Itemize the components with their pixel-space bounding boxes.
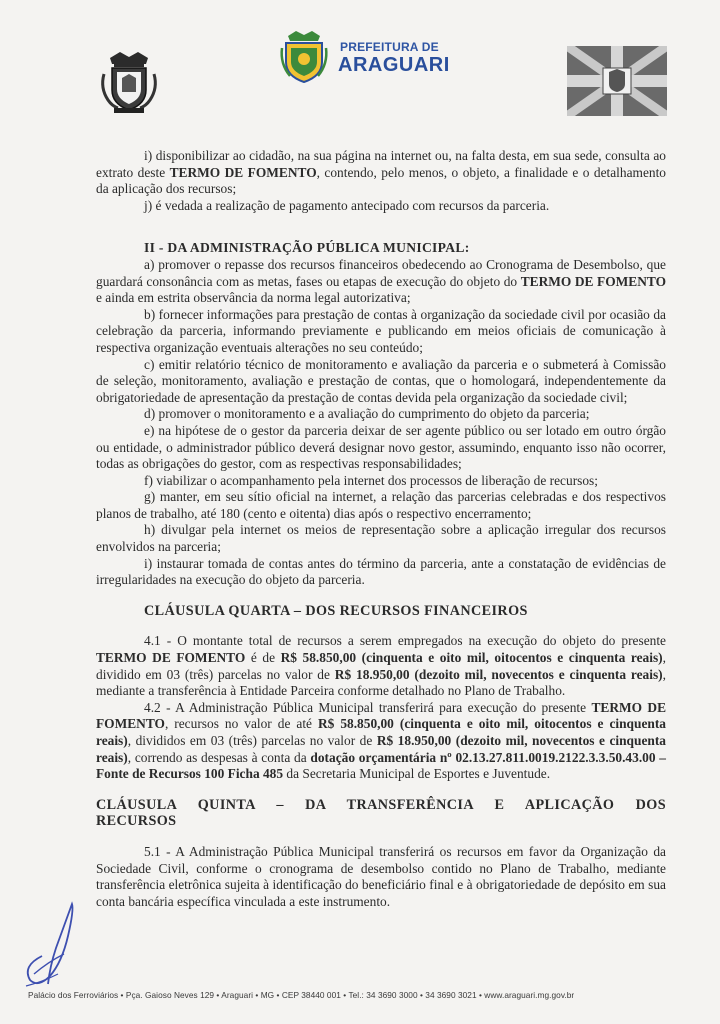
clause-quinta-heading: CLÁUSULA QUINTA – DA TRANSFERÊNCIA E APLICAÇÃO DOS RECURSOS (96, 796, 666, 830)
paragraph-item-j: j) é vedada a realização de pagamento antecipado com recursos da parceria. (144, 197, 550, 213)
handwritten-initials-signature (12, 896, 82, 992)
paragraph-5-1: 5.1 - A Administração Pública Municipal transferirá os recursos em favor da Organização da Sociedade Civil, conforme o cronograma de desembolso contido no Plano de Trabalho, mediante transferência eletrônica sujeita à identificação do beneficiário final e à obrigatoriedade de depósito em sua conta bancária específica vinculada a este instrumento. (96, 843, 666, 909)
prefeitura-logo (278, 28, 448, 88)
paragraph-ii-b: b) fornecer informações para prestação de contas à organização da sociedade civil por ocasião da celebração da parceria, informando previamente e publicando em meios oficiais de comunicação à respectiva organização eventuais alterações no seu conteúdo; (96, 306, 666, 355)
footer-address: Palácio dos Ferroviários • Pça. Gaioso Neves 129 • Araguari • MG • CEP 38440 001 • Tel.: 34 3690 3000 • 34 3690 3021 • www.araguari.mg.gov.br (28, 990, 575, 1000)
paragraph-ii-d: d) promover o monitoramento e a avaliação do cumprimento do objeto da parceria; (144, 406, 590, 422)
paragraph-item-i: i) disponibilizar ao cidadão, na sua página na internet ou, na falta desta, em sua sede, consulta ao extrato deste TERMO DE FOMENTO, contendo, pelo menos, o objeto, a finalidade e o detalhamento da aplicação dos recursos; (96, 148, 666, 197)
paragraph-ii-i: i) instaurar tomada de contas antes do término da parceria, ante a constatação de evidências de irregularidades na execução do objeto da parceria. (96, 555, 666, 588)
municipal-flag-icon (567, 46, 667, 116)
clause-quarta-heading: CLÁUSULA QUARTA – DOS RECURSOS FINANCEIROS (144, 602, 528, 619)
paragraph-ii-a: a) promover o repasse dos recursos financeiros obedecendo ao Cronograma de Desembolso, que guardará consonância com as metas, fases ou etapas de execução do objeto do TERMO DE FOMENTO e ainda em estrita observância da norma legal autorizativa; (96, 256, 666, 306)
brand-main-text: ARAGUARI (338, 54, 450, 76)
araguari-crest-icon (278, 28, 330, 84)
brand-top-text: PREFEITURA DE (340, 40, 439, 54)
section-heading-ii: II - DA ADMINISTRAÇÃO PÚBLICA MUNICIPAL: (144, 240, 470, 256)
paragraph-ii-c: c) emitir relatório técnico de monitoramento e avaliação da parceria e o submeterá à Comissão de seleção, monitoramento, avaliação e prestação de contas, que o homologará, independentemente da obrigatoriedade de apresentação da prestação de contas devida pela organização da sociedade civil; (96, 356, 666, 405)
paragraph-ii-g: g) manter, em seu sítio oficial na internet, a relação das parcerias celebradas e dos respectivos planos de trabalho, até 180 (cento e oitenta) dias após o respectivo encerramento; (96, 489, 666, 521)
paragraph-ii-e: e) na hipótese de o gestor da parceria deixar de ser agente público ou ser lotado em outro órgão ou entidade, o administrador público deverá designar novo gestor, assumindo, enquanto isso não ocorrer, todas as obrigações do gestor, com as respectivas responsabilidades; (96, 422, 666, 472)
letterhead (0, 0, 720, 130)
paragraph-4-1: 4.1 - O montante total de recursos a serem empregados na execução do objeto do presente TERMO DE FOMENTO é de R$ 58.850,00 (cinquenta e oito mil, oitocentos e cinquenta reais), dividido em 03 (três) parcelas no valor de R$ 18.950,00 (dezoito mil, novecentos e cinquenta reais), mediante a transferência à Entidade Parceira conforme detalhado no Plano de Trabalho. (96, 633, 667, 699)
paragraph-ii-h: h) divulgar pela internet os meios de representação sobre a aplicação irregular dos recursos envolvidos na parceria; (96, 522, 666, 555)
coat-of-arms-icon (98, 48, 160, 114)
paragraph-4-2: 4.2 - A Administração Pública Municipal transferirá para execução do presente TERMO DE FOMENTO, recursos no valor de até R$ 58.850,00 (cinquenta e oito mil, oitocentos e cinquenta reais), divididos em 03 (três) parcelas no valor de R$ 18.950,00 (dezoito mil, novecentos e cinquenta reais), correndo as despesas à conta da dotação orçamentária nº 02.13.27.811.0019.2122.3.3.50.43.00 –Fonte de Recursos 100 Ficha 485 da Secretaria Municipal de Esportes e Juventude. (96, 699, 667, 782)
paragraph-ii-f: f) viabilizar o acompanhamento pela internet dos processos de liberação de recursos; (144, 472, 598, 488)
document-body (96, 148, 666, 910)
